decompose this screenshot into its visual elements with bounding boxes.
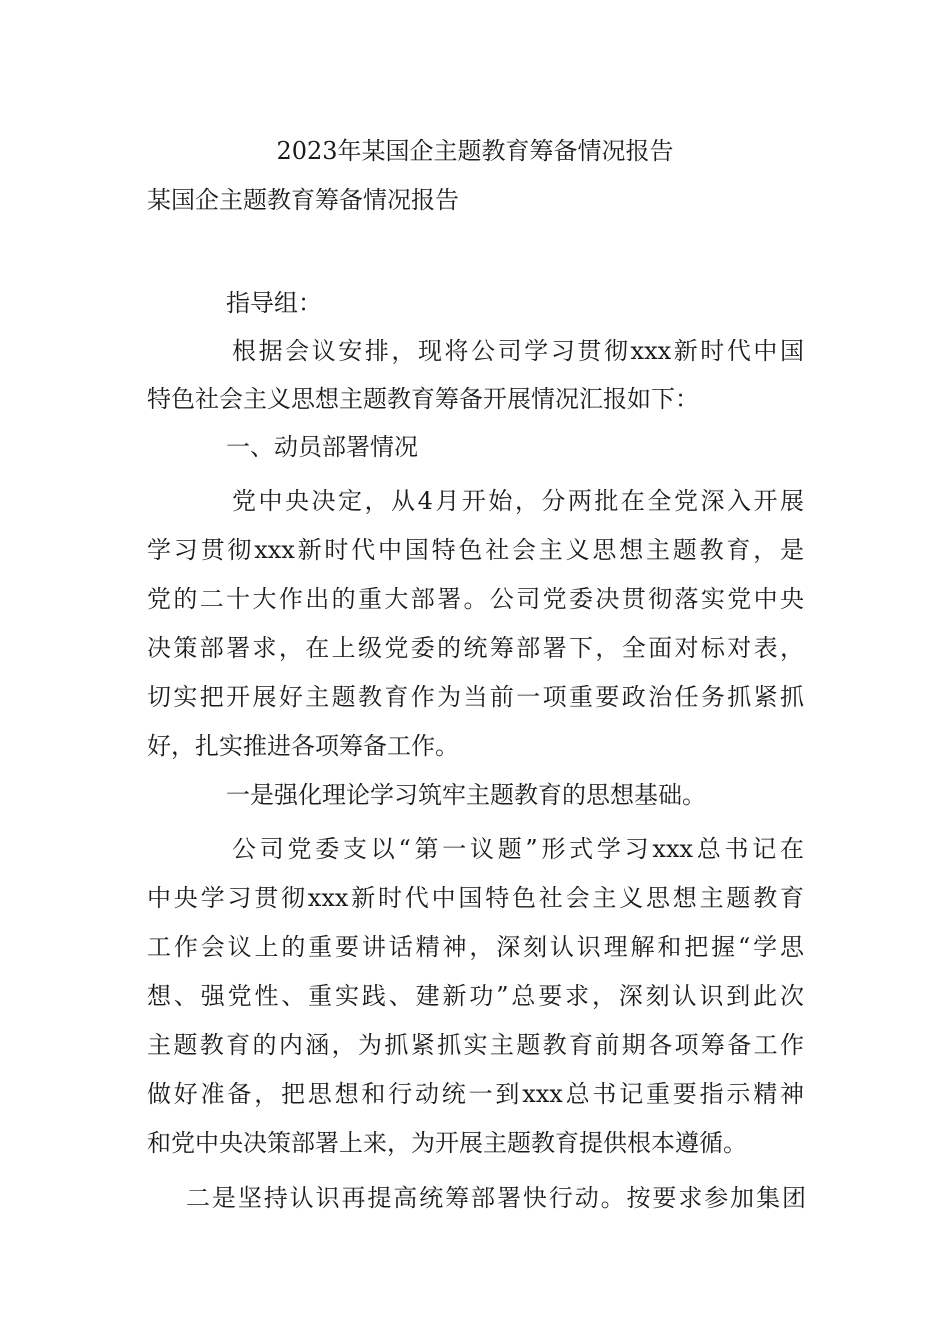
paragraph-line: 好，扎实推进各项筹备工作。 — [147, 732, 459, 760]
paragraph-line: 学习贯彻xxx新时代中国特色社会主义思想主题教育，是 — [147, 536, 804, 564]
section-heading: 一、动员部署情况 — [226, 433, 418, 461]
subsection-heading: 一是强化理论学习筑牢主题教育的思想基础。 — [226, 781, 706, 809]
paragraph-line: 党中央决定，从4月开始，分两批在全党深入开展 — [232, 487, 804, 515]
paragraph-line: 切实把开展好主题教育作为当前一项重要政治任务抓紧抓 — [147, 683, 804, 711]
paragraph-line: 中央学习贯彻xxx新时代中国特色社会主义思想主题教育 — [147, 884, 804, 912]
paragraph-line: 主题教育的内涵，为抓紧抓实主题教育前期各项筹备工作 — [147, 1031, 804, 1059]
paragraph-line: 特色社会主义思想主题教育筹备开展情况汇报如下： — [147, 385, 699, 413]
paragraph-line: 想、强党性、重实践、建新功”总要求，深刻认识到此次 — [147, 982, 804, 1010]
paragraph-line: 公司党委支以“第一议题”形式学习xxx总书记在 — [232, 835, 804, 863]
paragraph-line: 决策部署求，在上级党委的统筹部署下，全面对标对表， — [147, 634, 804, 662]
subsection-heading: 二是坚持认识再提高统筹部署快行动。按要求参加集团 — [186, 1184, 806, 1212]
document-subtitle: 某国企主题教育筹备情况报告 — [147, 186, 459, 214]
paragraph-line: 做好准备，把思想和行动统一到xxx总书记重要指示精神 — [147, 1080, 804, 1108]
paragraph-line: 党的二十大作出的重大部署。公司党委决贯彻落实党中央 — [147, 585, 804, 613]
salutation: 指导组： — [226, 289, 322, 317]
paragraph-line: 根据会议安排，现将公司学习贯彻xxx新时代中国 — [232, 337, 804, 365]
paragraph-line: 工作会议上的重要讲话精神，深刻认识理解和把握“学思 — [147, 933, 804, 961]
document-title: 2023年某国企主题教育筹备情况报告 — [276, 137, 674, 165]
paragraph-line: 和党中央决策部署上来，为开展主题教育提供根本遵循。 — [147, 1129, 747, 1157]
